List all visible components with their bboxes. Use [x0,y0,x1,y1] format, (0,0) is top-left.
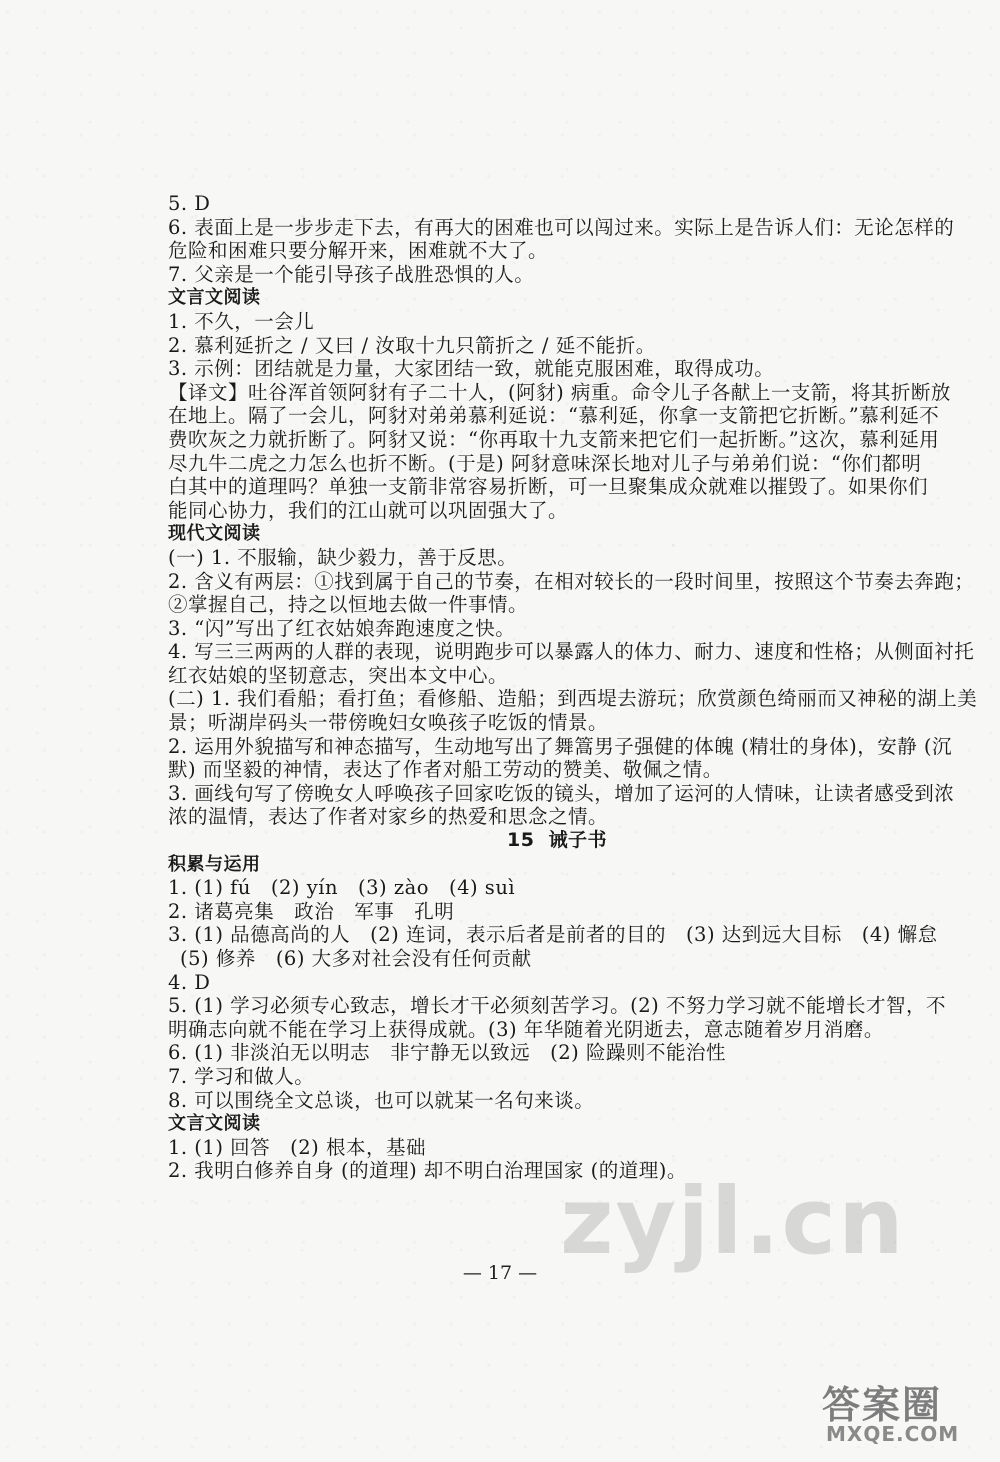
answer-line: 1. (1) 回答 (2) 根本，基础 [168,1135,426,1159]
answer-line: 6. 表面上是一步步走下去，有再大的困难也可以闯过来。实际上是告诉人们：无论怎样的 [168,215,955,239]
answer-line: 2. 我明白修养自身 (的道理) 却不明白治理国家 (的道理)。 [168,1159,687,1183]
watermark: zyjl.cn [560,1168,906,1275]
answer-line: (二) 1. 我们看船；看打鱼；看修船、造船；到西堤去游玩；欣赏颜色绮丽而又神秘的湖上美 [168,687,978,711]
answer-line: 5. (1) 学习必须专心致志，增长才干必须刻苦学习。(2) 不努力学习就不能增长才智，不 [168,994,946,1018]
answer-line: ②掌握自己，持之以恒地去做一件事情。 [168,593,529,617]
answer-line: 3. 画线句写了傍晚女人呼唤孩子回家吃饭的镜头，增加了运河的人情味，让读者感受到浓 [168,781,955,805]
translation-line: 费吹灰之力就折断了。阿豺又说：“你再取十九支箭来把它们一起折断。”这次，慕利延用 [168,427,940,451]
answer-line: 1. 不久，一会儿 [168,309,315,333]
answer-line: 5. D [168,192,211,215]
answer-line: 红衣姑娘的坚韧意志，突出本文中心。 [168,663,509,687]
lesson-title [168,829,920,853]
answer-line: 危险和困难只要分解开来，困难就不大了。 [168,239,549,263]
answer-line: 4. D [168,970,211,994]
answer-line: 2. 诸葛亮集 政治 军事 孔明 [168,899,455,923]
section-heading: 文言文阅读 [168,287,261,309]
answer-line: 7. 父亲是一个能引导孩子战胜恐惧的人。 [168,262,535,286]
answer-line: 3. 示例：团结就是力量，大家团结一致，就能克服困难，取得成功。 [168,357,775,381]
section-heading: 积累与运用 [168,853,261,875]
page-number: — 17 — [462,1262,538,1284]
answer-line: 浓的温情，表达了作者对家乡的热爱和思念之情。 [168,805,609,829]
answer-line: 明确志向就不能在学习上获得成就。(3) 年华随着光阴逝去，意志随着岁月消磨。 [168,1017,884,1041]
answer-line: 默) 而坚毅的神情，表达了作者对船工劳动的赞美、敬佩之情。 [168,758,723,782]
answer-line: 2. 含义有两层：①找到属于自己的节奏，在相对较长的一段时间里，按照这个节奏去奔跑； [168,569,975,593]
answer-line: 7. 学习和做人。 [168,1064,315,1088]
answer-line: 3. (1) 品德高尚的人 (2) 连词，表示后者是前者的目的 (3) 达到远大目标 (4) 懈怠 [168,923,938,947]
lesson-number: 15 [507,829,535,852]
translation-line: 【译文】吐谷浑首领阿豺有子二十人，(阿豺) 病重。命令儿子各献上一支箭，将其折断放 [168,380,951,404]
translation-line: 白其中的道理吗？单独一支箭非常容易折断，可一旦聚集成众就难以摧毁了。如果你们 [168,475,929,499]
answer-line: 2. 慕利延折之 / 又曰 / 汝取十九只箭折之 / 延不能折。 [168,333,656,357]
answer-line: 2. 运用外貌描写和神态描写，生动地写出了舞篙男子强健的体魄 (精壮的身体)，安静 (沉 [168,734,953,758]
answer-line: 6. (1) 非淡泊无以明志 非宁静无以致远 (2) 险躁则不能治性 [168,1041,726,1065]
translation-line: 能同心协力，我们的江山就可以巩固强大了。 [168,498,569,522]
logo-text-top: 答案圈 [822,1383,943,1427]
translation-line: 在地上。隔了一会儿，阿豺对弟弟慕利延说：“慕利延，你拿一支箭把它折断。”慕利延不 [168,404,940,428]
answer-content [168,192,978,1183]
translation-line: 尽九牛二虎之力怎么也折不断。(于是) 阿豺意味深长地对儿子与弟弟们说：“你们都明 [168,451,922,475]
lesson-name: 诫子书 [548,829,607,852]
site-logo [812,1380,992,1450]
answer-line: 1. (1) fú (2) yín (3) zào (4) suì [168,876,516,900]
answer-line: (5) 修养 (6) 大多对社会没有任何贡献 [180,947,532,970]
answer-line: (一) 1. 不服输，缺少毅力，善于反思。 [168,545,518,569]
answer-line: 4. 写三三两两的人群的表现，说明跑步可以暴露人的体力、耐力、速度和性格；从侧面衬托 [168,640,975,664]
answer-line: 景；听湖岸码头一带傍晚妇女唤孩子吃饭的情景。 [168,711,609,735]
section-heading: 现代文阅读 [168,523,261,545]
section-heading: 文言文阅读 [168,1113,261,1135]
answer-line: 3. “闪”写出了红衣姑娘奔跑速度之快。 [168,616,516,640]
answer-line: 8. 可以围绕全文总谈，也可以就某一名句来谈。 [168,1088,595,1112]
logo-text-bottom: MXQE.COM [826,1422,960,1446]
